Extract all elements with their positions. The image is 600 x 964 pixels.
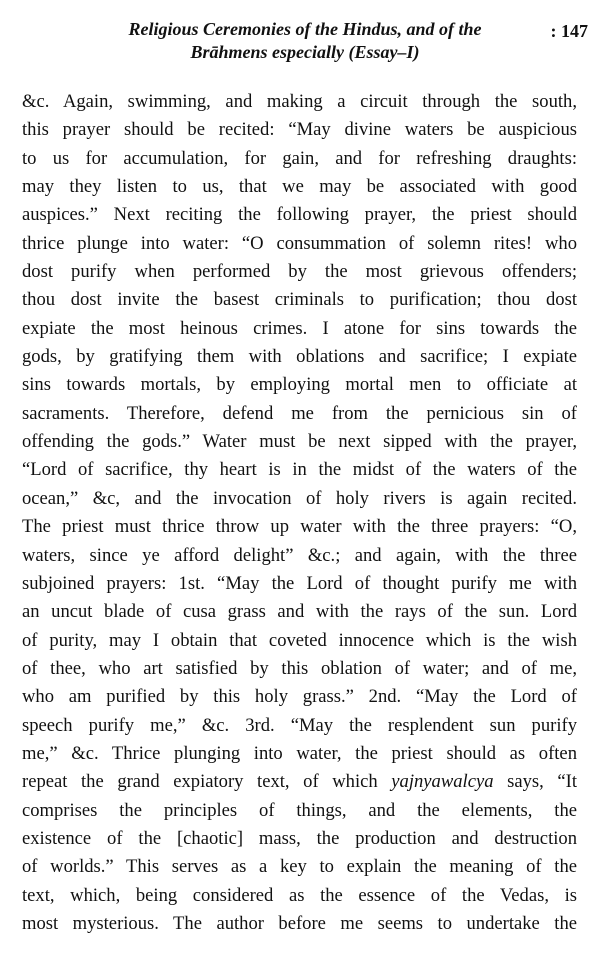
text-line: The priest must thrice throw up water with the three prayers: “O, bbox=[22, 516, 577, 538]
text-line: &c. Again, swimming, and making a circuit through the south, bbox=[22, 91, 577, 112]
text-line: existence of the [chaotic] mass, the production and destruction bbox=[22, 827, 577, 849]
running-title-line-2: Brāhmens especially (Essay–I) bbox=[190, 42, 420, 62]
text-line: most mysterious. The author before me seems to undertake the bbox=[22, 912, 577, 934]
text-line: of worlds.” This serves as a key to explain the meaning of the bbox=[22, 856, 577, 878]
text-line: subjoined prayers: 1st. “May the Lord of thought purify me with bbox=[22, 572, 577, 594]
text-line: of purity, may I obtain that coveted innocence which is the wish bbox=[22, 629, 577, 651]
body-text bbox=[22, 88, 577, 938]
text-line: may they listen to us, that we may be associated with good bbox=[22, 176, 577, 198]
running-title-line-1: Religious Ceremonies of the Hindus, and of the bbox=[128, 19, 482, 39]
text-line: text, which, being considered as the essence of the Vedas, is bbox=[22, 884, 577, 906]
text-line: expiate the most heinous crimes. I atone for sins towards the bbox=[22, 317, 577, 339]
text-line: sacraments. Therefore, defend me from the pernicious sin of bbox=[22, 402, 577, 424]
text-line: offending the gods.” Water must be next sipped with the prayer, bbox=[22, 431, 577, 453]
text-line: who am purified by this holy grass.” 2nd. “May the Lord of bbox=[22, 686, 577, 708]
text-line: of thee, who art satisfied by this oblation of water; and of me, bbox=[22, 657, 577, 679]
text-line: “Lord of sacrifice, thy heart is in the midst of the waters of the bbox=[22, 459, 577, 481]
text-line: me,” &c. Thrice plunging into water, the priest should as often bbox=[22, 742, 577, 764]
text-line: an uncut blade of cusa grass and with the rays of the sun. Lord bbox=[22, 601, 577, 623]
page-number: : 147 bbox=[550, 21, 588, 41]
text-line: auspices.” Next reciting the following prayer, the priest should bbox=[22, 204, 577, 226]
text-segment: says, “It bbox=[493, 771, 577, 793]
text-segment: repeat the grand expiatory text, of which bbox=[22, 771, 392, 793]
text-line: thrice plunge into water: “O consummation of solemn rites! who bbox=[22, 232, 577, 254]
text-line-with-italic bbox=[22, 768, 577, 796]
text-line: thou dost invite the basest criminals to purification; thou dost bbox=[22, 289, 577, 311]
text-line: dost purify when performed by the most grievous offenders; bbox=[22, 261, 577, 283]
text-line: ocean,” &c, and the invocation of holy rivers is again recited. bbox=[22, 487, 577, 509]
text-line: comprises the principles of things, and the elements, the bbox=[22, 799, 577, 821]
text-line: to us for accumulation, for gain, and for refreshing draughts: bbox=[22, 147, 577, 169]
italic-term: yajnyawalcya bbox=[391, 771, 494, 793]
text-line: sins towards mortals, by employing mortal men to officiate at bbox=[22, 374, 577, 396]
text-line: this prayer should be recited: “May divine waters be auspicious bbox=[22, 119, 577, 141]
text-line: waters, since ye afford delight” &c.; and again, with the three bbox=[22, 544, 577, 566]
running-title bbox=[70, 18, 540, 64]
text-line: speech purify me,” &c. 3rd. “May the resplendent sun purify bbox=[22, 714, 577, 736]
running-header bbox=[0, 18, 600, 70]
text-line: gods, by gratifying them with oblations and sacrifice; I expiate bbox=[22, 346, 577, 368]
